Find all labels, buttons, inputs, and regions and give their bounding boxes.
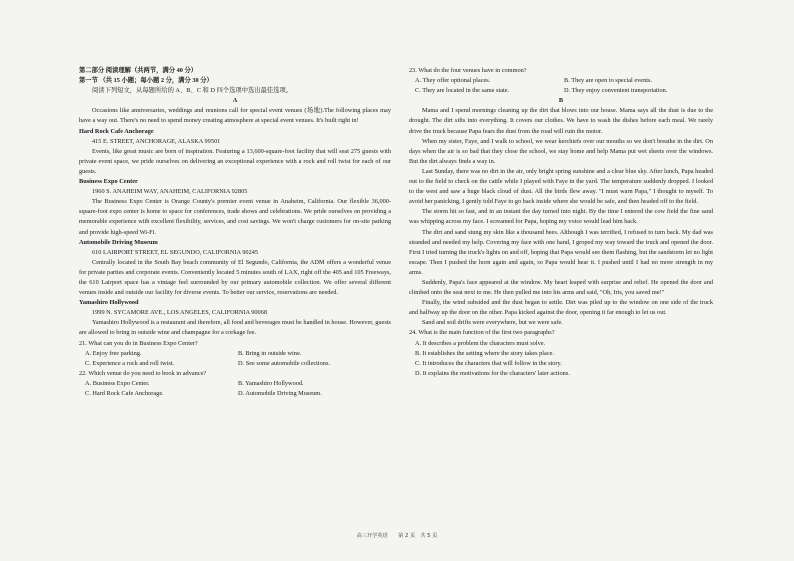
option-d: D. See some automobile collections.	[238, 359, 330, 367]
venue-name: Hard Rock Cafe Anchorage	[79, 127, 154, 135]
passage-b-letter: B	[558, 97, 564, 105]
question-options	[79, 359, 391, 369]
venue-description: Yamashiro Hollywood is a restaurant and therefore, all food and beverages must be handled in house. However, guests are allowed to bring in outside wine and champagne for a corkage fee.	[79, 319, 391, 337]
option-a: A. It describes a problem the characters must solve.	[415, 339, 546, 347]
venue-address: 415 E. STREET, ANCHORAGE, ALASKA 99501	[92, 137, 221, 145]
venue-address: 1999 N. SYCAMORE AVE., LOS ANGELES, CALIFORNIA 90068	[92, 309, 267, 317]
question-options	[79, 349, 391, 359]
option-b: B. It establishes the setting where the story takes place.	[415, 349, 555, 357]
venue-description: Events, like great music are born of inspiration. Featuring a 13,600-square-foot facility that will seat 275 guests with private event space, we pride ourselves on delivering an exceptional experience with a rock and roll twist for each of our guests.	[79, 147, 391, 175]
venue-name: Automobile Driving Museum	[79, 238, 158, 246]
story-paragraph: Finally, the wind subsided and the dust began to settle. Dirt was piled up to the window on one side of the truck and halfway up the door on the other. Papa kicked against the door, opening it far enough to let us out.	[409, 299, 713, 317]
instruction: 阅读下列短文，从每题所给的 A、B、C 和 D 四个选项中选出最佳选项。	[92, 87, 293, 95]
option-a: A. They offer optional places.	[415, 77, 491, 85]
option-c: C. Hard Rock Cafe Anchorage.	[85, 390, 164, 397]
option-a: A. Business Expo Center.	[85, 379, 150, 387]
story-paragraph: Sand and soil drifts were everywhere, but we were safe.	[422, 319, 563, 327]
question-stem: 23. What do the four venues have in common?	[409, 67, 527, 74]
option-c: C. Experience a rock and roll twist.	[85, 359, 175, 367]
story-paragraph: Mama and I spend mornings cleaning up the dirt that blows into our house. Mama says all the dust is due to the drought. The dirt sifts into everything. It covers our clothes. We have to wash the dishes before each meal. We rarely drive the truck because Papa fears the dust from the road will ruin the motor.	[409, 107, 713, 135]
venue-address: 610 LAIRPORT STREET, EL SEGUNDO, CALIFORNIA 90245	[92, 248, 259, 256]
question-options	[409, 76, 713, 86]
story-paragraph: The storm hit so fast, and in an instant the day turned into night. By the time I entered the cow field the fine sand was whipping across my face. I screamed for Papa, hoping my voice would lead him back.	[409, 208, 713, 226]
option-d: D. Automobile Driving Museum.	[238, 390, 322, 397]
question-stem: 21. What can you do in Business Expo Center?	[79, 339, 198, 347]
question-options	[409, 86, 713, 96]
subsection-header: 第一节 （共 15 小题；每小题 2 分，满分 30 分）	[79, 77, 213, 85]
question-options	[79, 379, 391, 389]
page-footer: 高三开学英语 第 2 页 共 5 页	[356, 533, 438, 539]
venue-description: The Business Expo Center is Orange County's premier event venue in Anaheim, California. Our flexible 36,000-square-foot expo center is home to space for conferences, trade shows and celebrations. We pride ourselves on providing a memorable experience with excellent flexibility, services, and cost savings. We won't charge customers for on-site parking and provide high-speed Wi-Fi.	[79, 198, 391, 236]
passage-a-letter: A	[232, 97, 238, 105]
story-paragraph: When my sister, Faye, and I walk to school, we wear kerchiefs over our mouths so we don't breathe in the dirt. On days when the air is so bad that they close the school, we stay home and help Mama put wet sheets over the windows. But the dirt always finds a way in.	[409, 137, 713, 165]
venue-address: 1960 S. ANAHEIM WAY, ANAHEIM, CALIFORNIA 92805	[92, 188, 248, 196]
option-b: B. Bring in outside wine.	[238, 349, 302, 357]
question-stem: 22. Which venue do you need to book in advance?	[79, 369, 207, 377]
question-options	[79, 389, 391, 399]
option-b: B. They are open to special events.	[564, 77, 653, 85]
right-column	[409, 66, 713, 379]
option-d: D. It explains the motivations for the characters' later actions.	[415, 369, 570, 377]
question-stem: 24. What is the main function of the first two paragraphs?	[409, 329, 555, 337]
option-a: A. Enjoy free parking.	[85, 349, 142, 357]
option-c: C. They are located in the same state.	[415, 87, 510, 95]
left-column	[79, 66, 391, 399]
story-paragraph: The dirt and sand stung my skin like a thousand bees. Although I was terrified, I refused to turn back. My dad was stranded and needed my help. Covering my face with one hand, I groped my way toward the truck and opened the door. First I tried turning the truck's lights on and off, hoping that Papa would see them flashing, but the sandstorm let no light escape. Then I pushed the horn again and again, so Papa would hear it. I pushed until I had no more strength in my arms.	[409, 228, 713, 276]
passage-a-intro: Occasions like anniversaries, weddings and reunions call for special event venues (场地).The following places may have a way out. There's no need to spend money creating atmosphere at special event venues. It's built right in!	[79, 107, 391, 125]
option-c: C. It introduces the characters that will follow in the story.	[415, 359, 562, 367]
story-paragraph: Last Sunday, there was no dirt in the air, only bright spring sunshine and a clear blue sky. After lunch, Papa headed out to the field to check on the cattle while I played with Faye in the yard. The temperature suddenly dropped. I looked to the west and saw a huge black cloud of dust. All the birds flew away. "I must warn Papa," I thought to myself. To avoid her panicking, I gently told Faye to go back inside where she would be safe, and then headed off to the field.	[409, 167, 713, 206]
venue-name: Business Expo Center	[79, 178, 138, 186]
option-d: D. They enjoy convenient transportation.	[564, 87, 668, 95]
venue-description: Centrally located in the South Bay beach community of El Segundo, California, the ADM offers a wonderful venue for private parties and corporate events. Conveniently located 5 minutes south of LAX, right off the 405 and 105 Freeways, the 610 Lairport space has a vintage feel surrounded by our primary automobile collection. We offer several different venues inside and outside our facility for diverse events. To better our service, reservations are needed.	[79, 258, 391, 297]
part-header: 第二部分 阅读理解（共两节，满分 40 分）	[79, 67, 198, 74]
story-paragraph: Suddenly, Papa's face appeared at the window. My heart leaped with surprise and relief. He opened the door and climbed onto the seat next to me. He then pulled me into his arms and said, "Oh, Iris, you saved me!"	[409, 278, 713, 297]
option-b: B. Yamashiro Hollywood.	[238, 379, 304, 387]
venue-name: Yamashiro Hollywood	[79, 299, 139, 307]
